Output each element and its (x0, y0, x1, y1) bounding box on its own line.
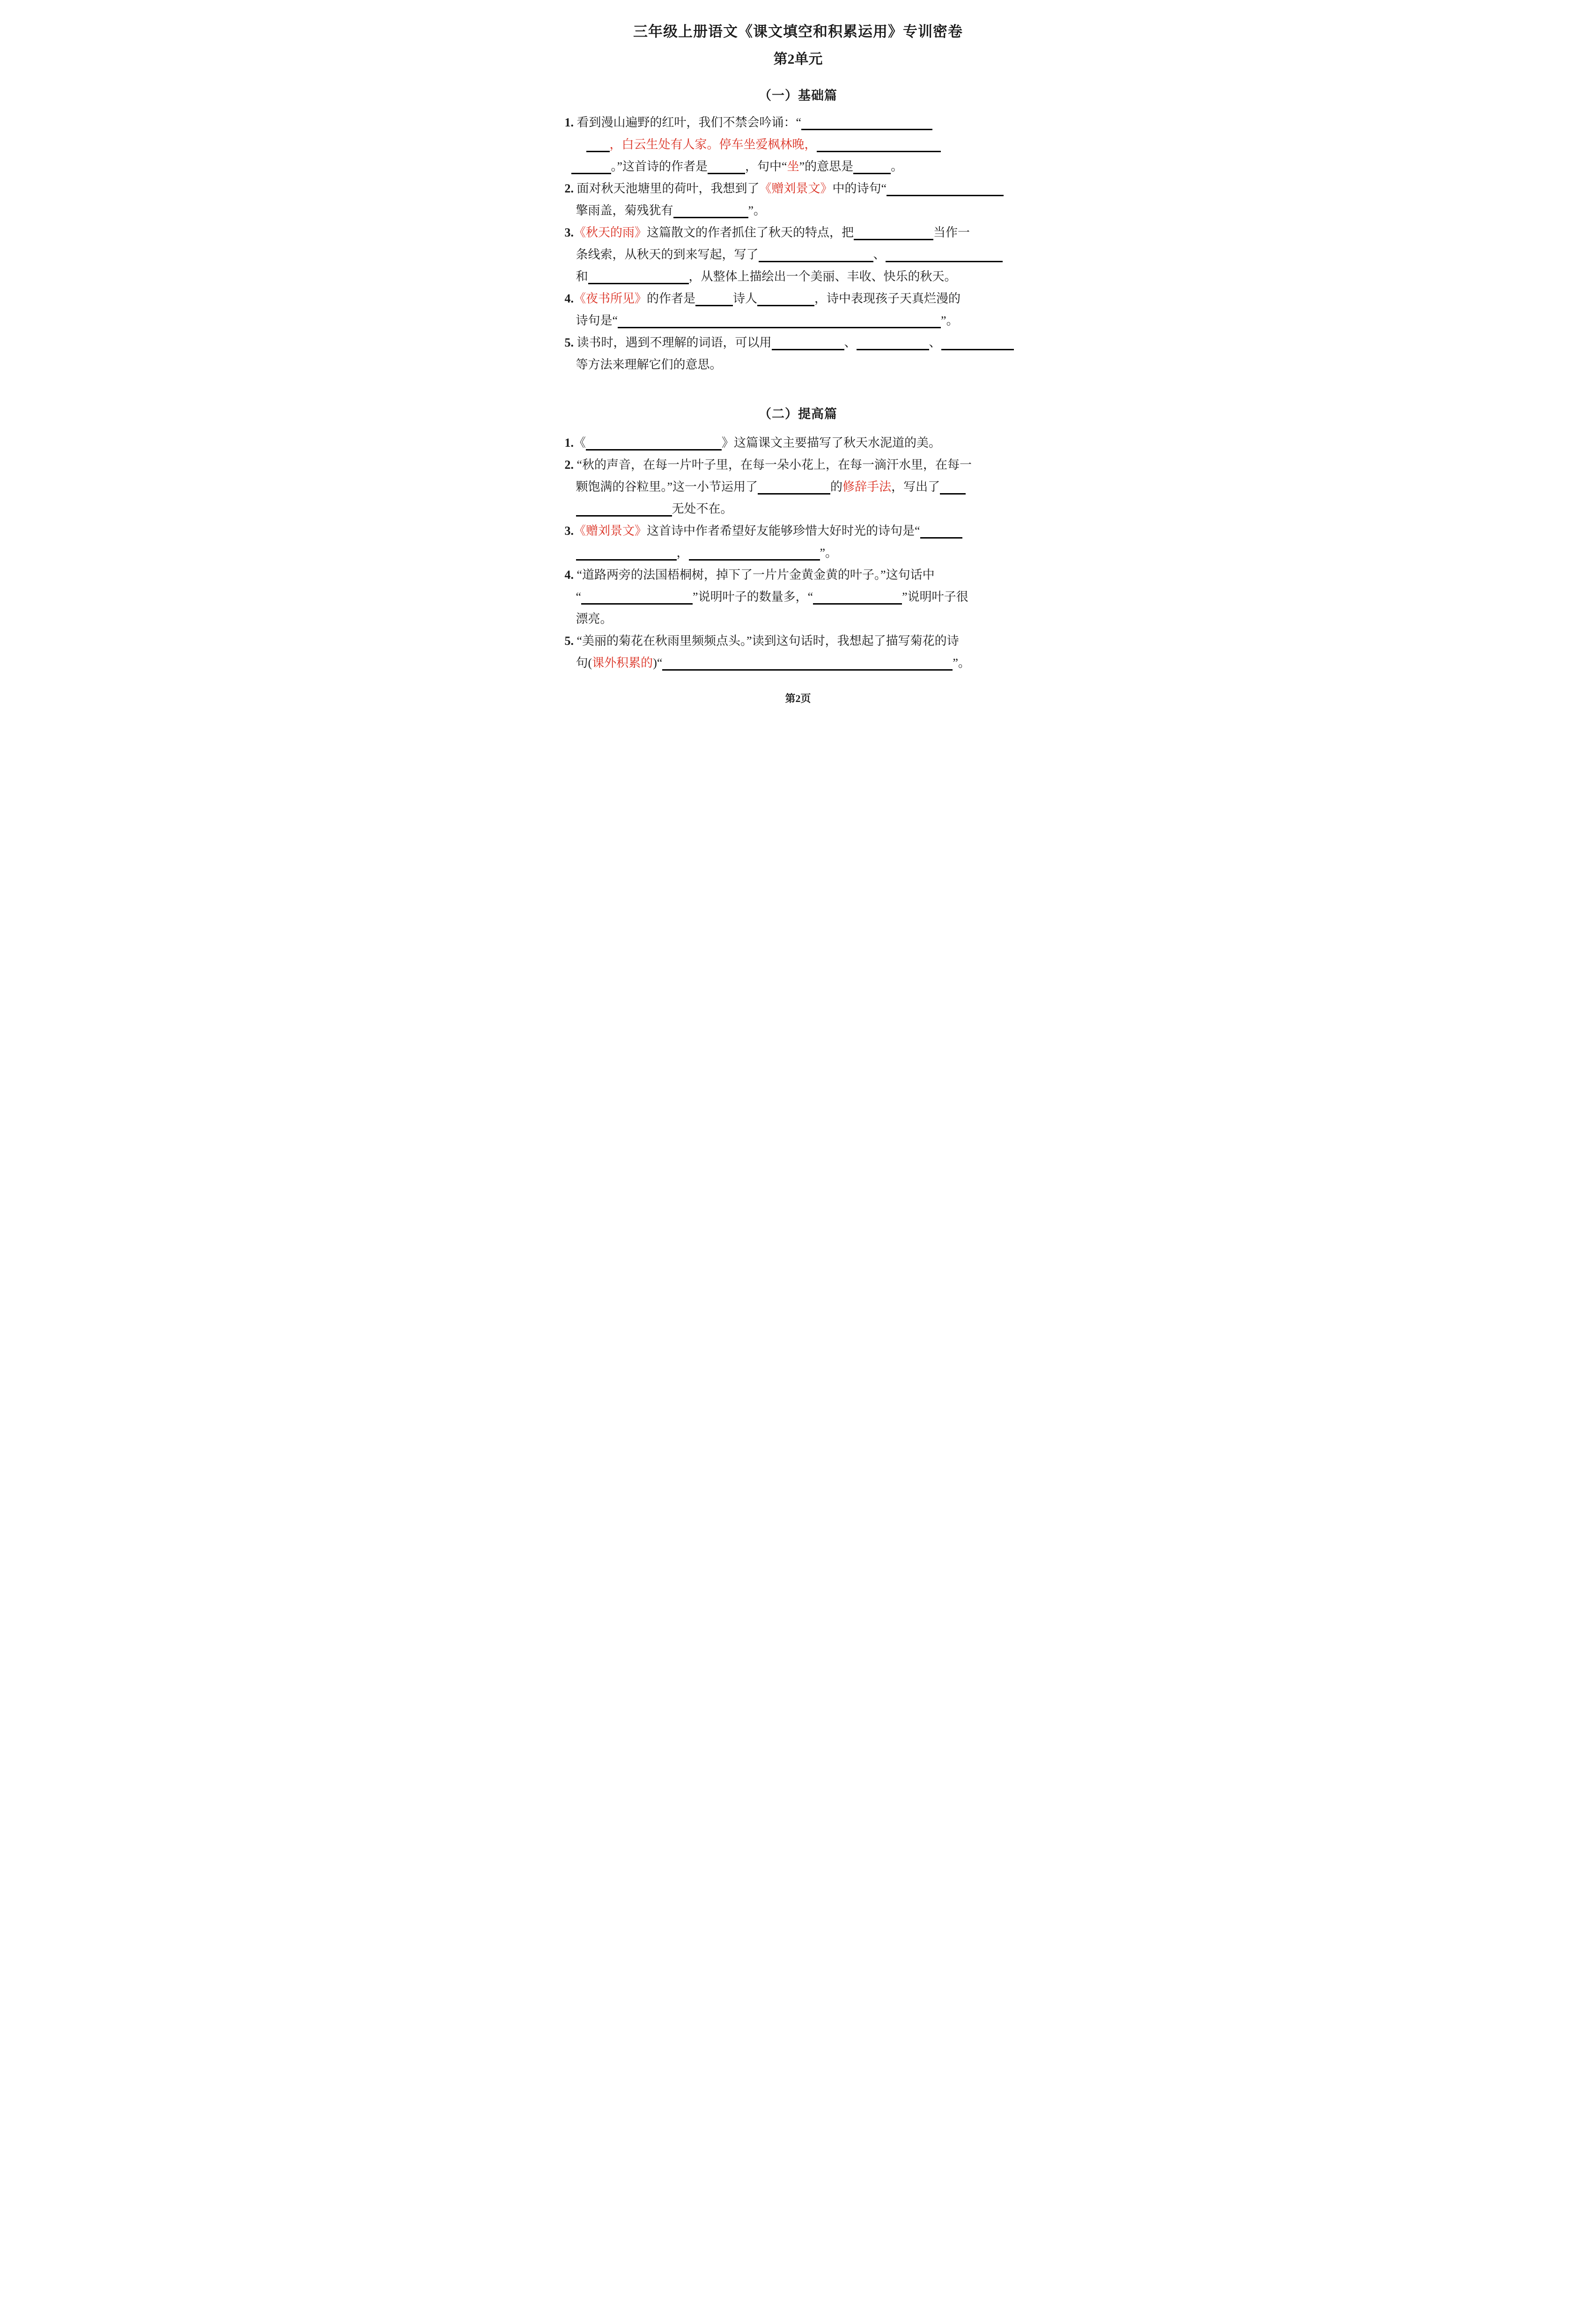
question-text: 。 (891, 160, 903, 173)
fill-in-blank[interactable] (758, 479, 830, 495)
question (565, 564, 1032, 630)
highlighted-text: 坐 (787, 160, 799, 173)
fill-in-blank[interactable] (576, 501, 672, 517)
question-line (565, 520, 1032, 542)
fill-in-blank[interactable] (886, 246, 1003, 262)
question-text: 当作一 (933, 226, 970, 239)
question-line (565, 454, 1032, 476)
question (565, 177, 1032, 222)
highlighted-text: 《秋天的雨》 (574, 226, 647, 239)
question-text: 中的诗句“ (832, 182, 887, 195)
question-number: 1. (564, 436, 574, 450)
fill-in-blank[interactable] (853, 158, 891, 174)
question-text: 面对秋天池塘里的荷叶，我想到了 (574, 182, 760, 195)
question-text: 句( (576, 656, 592, 670)
fill-in-blank[interactable] (662, 655, 953, 671)
fill-in-blank[interactable] (695, 290, 733, 306)
question-text: 等方法来理解它们的意思。 (576, 358, 722, 371)
page-number: 第2页 (785, 693, 811, 704)
question (565, 222, 1032, 288)
question-line (565, 630, 1032, 652)
questions-area (565, 86, 1032, 674)
question-number: 5. (564, 634, 574, 648)
question-text: 这篇散文的作者抓住了秋天的特点，把 (647, 226, 854, 239)
highlighted-text: 《夜书所见》 (574, 292, 647, 305)
question-text: ，写出了 (891, 480, 940, 494)
highlighted-text: 修辞手法 (842, 480, 892, 494)
question-number: 2. (564, 182, 574, 195)
question-line (565, 177, 1032, 199)
fill-in-blank[interactable] (854, 224, 933, 240)
fill-in-blank[interactable] (576, 545, 677, 561)
question-text: 、 (844, 336, 857, 349)
question-line (565, 432, 1032, 454)
question-text: 条线索，从秋天的到来写起，写了 (576, 248, 759, 261)
question-text: ”。 (748, 204, 766, 217)
highlighted-text: ，白云生处有人家。停车坐爱枫林晚， (609, 138, 817, 151)
question (565, 111, 1032, 177)
section (565, 86, 1032, 376)
fill-in-blank[interactable] (689, 545, 820, 561)
question-number: 3. (564, 226, 574, 239)
question-number: 2. (564, 458, 574, 472)
fill-in-blank[interactable] (857, 334, 929, 350)
question-text: ，句中“ (745, 160, 787, 173)
question-text: 颗饱满的谷粒里。”这一小节运用了 (576, 480, 758, 494)
question-text: 这首诗中作者希望好友能够珍惜大好时光的诗句是“ (647, 524, 920, 538)
question-line (565, 586, 1032, 608)
question-text: ”。 (941, 314, 959, 327)
fill-in-blank[interactable] (673, 202, 748, 218)
question-text: “美丽的菊花在秋雨里频频点头。”读到这句话时，我想起了描写菊花的诗 (574, 634, 959, 648)
fill-in-blank[interactable] (920, 523, 962, 539)
question-text: ”的意思是 (799, 160, 854, 173)
question-number: 5. (564, 336, 574, 349)
question-number: 4. (564, 292, 574, 305)
question-line (565, 542, 1032, 564)
fill-in-blank[interactable] (571, 158, 611, 174)
fill-in-blank[interactable] (581, 589, 693, 605)
highlighted-text: 《赠刘景文》 (574, 524, 647, 538)
fill-in-blank[interactable] (772, 334, 844, 350)
question-line (565, 332, 1032, 354)
question-line (565, 476, 1032, 498)
question-text: ，诗中表现孩子天真烂漫的 (814, 292, 961, 305)
question-text: ”。 (820, 546, 838, 560)
question-line (565, 608, 1032, 630)
question-line (565, 288, 1032, 310)
worksheet-title: 三年级上册语文《课文填空和积累运用》专训密卷 (633, 23, 963, 40)
fill-in-blank[interactable] (586, 435, 722, 451)
question-text: 》这篇课文主要描写了秋天水泥道的美。 (722, 436, 941, 450)
question-line (565, 111, 1032, 133)
question-text: 无处不在。 (672, 502, 733, 516)
section-heading: （二）提高篇 (759, 407, 837, 421)
fill-in-blank[interactable] (708, 158, 745, 174)
fill-in-blank[interactable] (588, 268, 689, 284)
question-text: ”。 (953, 656, 970, 670)
question-text: 、 (929, 336, 941, 349)
section-heading: （一）基础篇 (759, 89, 837, 103)
question-text: 擎雨盖，菊残犹有 (576, 204, 673, 217)
question-text: “道路两旁的法国梧桐树，掉下了一片片金黄金黄的叶子。”这句话中 (574, 568, 935, 582)
question-line (565, 133, 1032, 155)
highlighted-text: 《赠刘景文》 (759, 182, 833, 195)
fill-in-blank[interactable] (941, 334, 1014, 350)
question-line (565, 652, 1032, 674)
question-text: ，从整体上描绘出一个美丽、丰收、快乐的秋天。 (688, 270, 957, 283)
question-text: 的 (830, 480, 843, 494)
question-line (565, 354, 1032, 376)
question-text: “秋的声音，在每一片叶子里，在每一朵小花上，在每一滴汗水里，在每一 (574, 458, 972, 472)
question-text: 的作者是 (647, 292, 696, 305)
question-text: “ (576, 590, 582, 604)
worksheet-subtitle: 第2单元 (773, 52, 823, 67)
question-number: 4. (564, 568, 574, 582)
question (565, 432, 1032, 454)
question-text: 和 (576, 270, 588, 283)
question (565, 332, 1032, 376)
question-line (565, 310, 1032, 332)
question-text: 《 (574, 436, 586, 450)
question-line (565, 199, 1032, 222)
question-line (565, 155, 1032, 177)
question-text: ”说明叶子很 (902, 590, 968, 604)
question-text: 诗句是“ (576, 314, 618, 327)
fill-in-blank[interactable] (887, 180, 1004, 196)
fill-in-blank[interactable] (757, 290, 814, 306)
question-text: 、 (873, 248, 886, 261)
fill-in-blank[interactable] (801, 114, 932, 130)
fill-in-blank[interactable] (759, 246, 873, 262)
question (565, 520, 1032, 564)
fill-in-blank[interactable] (940, 479, 966, 495)
question-number: 1. (564, 116, 574, 129)
question-line (565, 222, 1032, 244)
worksheet-page (549, 0, 1048, 722)
fill-in-blank[interactable] (817, 136, 941, 152)
question (565, 630, 1032, 674)
section (565, 405, 1032, 674)
question-text: 看到漫山遍野的红叶，我们不禁会吟诵：“ (574, 116, 802, 129)
question-line (565, 498, 1032, 520)
fill-in-blank[interactable] (813, 589, 902, 605)
question (565, 454, 1032, 520)
fill-in-blank[interactable] (586, 136, 610, 152)
question-text: ”说明叶子的数量多，“ (693, 590, 813, 604)
question-text: 诗人 (733, 292, 758, 305)
question (565, 288, 1032, 332)
question-text: )“ (653, 656, 663, 670)
highlighted-text: 课外积累的 (592, 656, 653, 670)
question-line (565, 564, 1032, 586)
question-line (565, 244, 1032, 266)
question-line (565, 266, 1032, 288)
question-number: 3. (564, 524, 574, 538)
question-text: 。”这首诗的作者是 (611, 160, 708, 173)
question-text: ， (676, 546, 689, 560)
question-text: 漂亮。 (576, 612, 613, 626)
fill-in-blank[interactable] (618, 312, 941, 328)
question-text: 读书时，遇到不理解的词语，可以用 (574, 336, 772, 349)
